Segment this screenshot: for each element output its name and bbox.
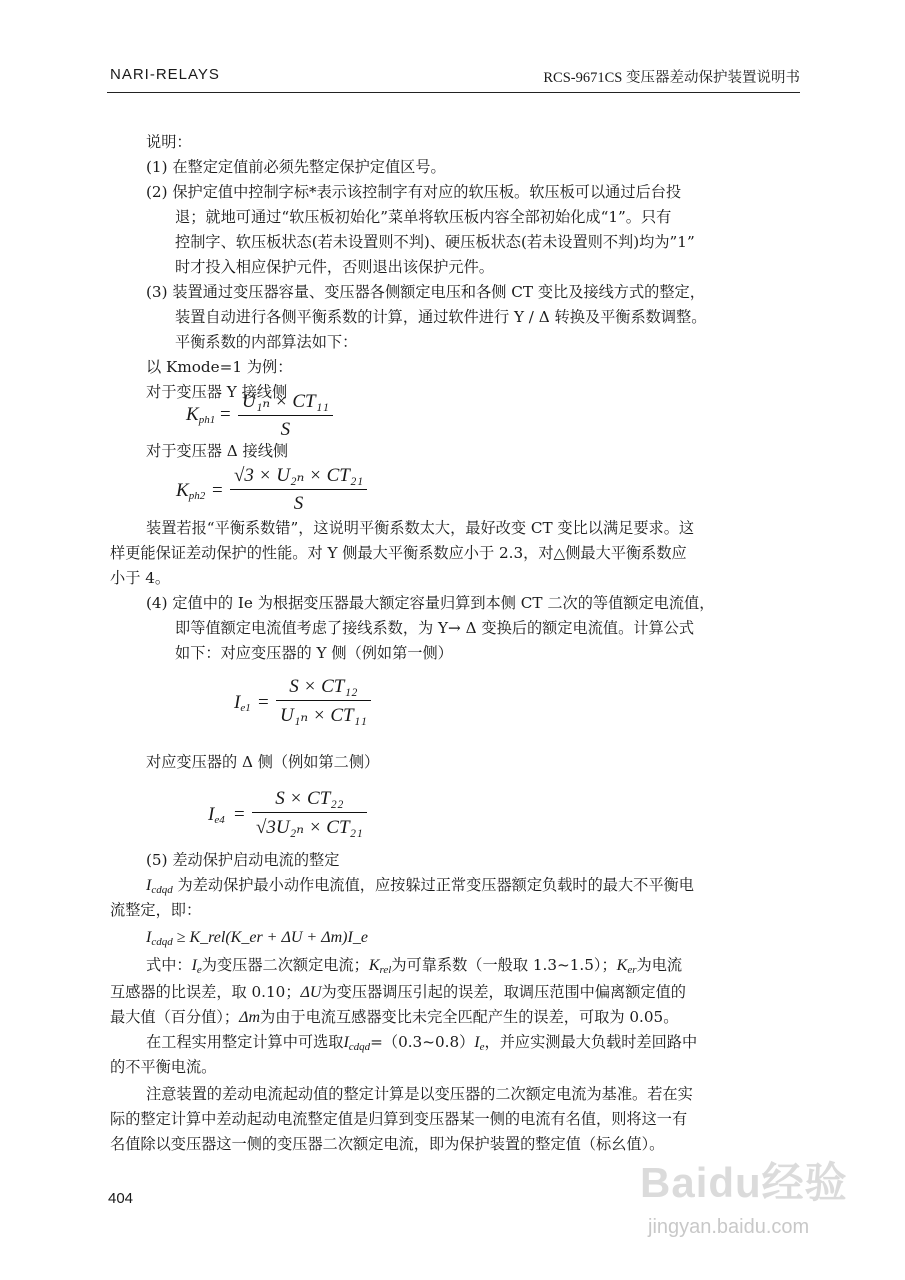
attention-line-1: 注意装置的差动电流起动值的整定计算是以变压器的二次额定电流为基准。若在实 — [146, 1085, 693, 1103]
page-number: 404 — [108, 1190, 134, 1207]
balance-error-line-3: 小于 4。 — [110, 569, 171, 587]
practical-line-2: 的不平衡电流。 — [110, 1058, 217, 1076]
formula-ie4: $I_{e4}$ = $\frac{\text{S × CT₂₂}}{\text{√3U₂ₙ × CT₂₁}}$ — [208, 788, 408, 840]
attention-line-3: 名值除以变压器这一侧的变压器二次额定电流，即为保护装置的整定值（标幺值）。 — [110, 1135, 665, 1153]
delta-side-label-2: 对应变压器的 Δ 侧（例如第二侧） — [146, 753, 380, 771]
note-2-line-2: 退；就地可通过“软压板初始化”菜单将软压板内容全部初始化成“1”。只有 — [175, 208, 672, 226]
note-2-line-3: 控制字、软压板状态(若未设置则不判)、硬压板状态(若未设置则不判)均为”1” — [175, 233, 695, 251]
watermark-url: jingyan.baidu.com — [648, 1216, 810, 1238]
note-5: (5) 差动保护启动电流的整定 — [146, 851, 340, 869]
note-2-line-1: (2) 保护定值中控制字标*表示该控制字有对应的软压板。软压板可以通过后台投 — [146, 183, 682, 201]
y-side-label: 对于变压器 Y 接线侧 — [146, 383, 288, 401]
notes-title: 说明： — [146, 133, 192, 151]
balance-error-line-1: 装置若报“平衡系数错”，这说明平衡系数太大，最好改变 CT 变比以满足要求。这 — [146, 519, 695, 537]
header-right: RCS-9671CS 变压器差动保护装置说明书 — [543, 70, 800, 86]
attention-line-2: 际的整定计算中差动起动电流整定值是归算到变压器某一侧的电流有名值，则将这一有 — [110, 1110, 688, 1128]
note-4-line-2: 即等值额定电流值考虑了接线系数，为 Y→ Δ 变换后的额定电流值。计算公式 — [175, 619, 695, 637]
icdqd-desc-line-1: $I_{cdqd}$ 为差动保护最小动作电流值，应按躲过正常变压器额定负载时的最大不平衡电 — [146, 876, 694, 896]
note-3-line-3: 平衡系数的内部算法如下： — [175, 333, 358, 351]
practical-line-1: 在工程实用整定计算中可选取$I_{cdqd}=(0.3\sim 0.8)I_e$，并应实测最大负载时差回路中 — [146, 1033, 698, 1053]
note-2-line-4: 时才投入相应保护元件，否则退出该保护元件。 — [175, 258, 494, 276]
formula-kph2: $K_{ph2}$ = $\frac{\text{√3 × U₂ₙ × CT₂₁}}{S}$ — [176, 464, 376, 516]
delta-side-label: 对于变压器 Δ 接线侧 — [146, 442, 289, 460]
header-left: NARI-RELAYS — [110, 66, 220, 83]
note-3-line-1: (3) 装置通过变压器容量、变压器各侧额定电压和各侧 CT 变比及接线方式的整定， — [146, 283, 705, 301]
note-3-line-2: 装置自动进行各侧平衡系数的计算，通过软件进行 Y / Δ 转换及平衡系数调整。 — [175, 308, 707, 326]
where-line-2: 互感器的比误差，取 0.10；ΔU为变压器调压引起的误差，取调压范围中偏离额定值的 — [110, 983, 686, 1001]
icdqd-desc-line-2: 流整定，即： — [110, 901, 202, 919]
header-rule — [107, 92, 800, 93]
icdqd-symbol: $I_{cdqd}$ — [146, 877, 173, 896]
where-line-1: 式中：$I_e$为变压器二次额定电流；$K_{rel}$为可靠系数（一般取 1.3~1.5）；$K_{er}$为电流 — [146, 956, 683, 976]
note-4-line-3: 如下：对应变压器的 Y 侧（例如第一侧） — [175, 644, 453, 662]
note-4-line-1: (4) 定值中的 Ie 为根据变压器最大额定容量归算到本侧 CT 二次的等值额定电流值， — [146, 594, 715, 612]
note-1: (1) 在整定定值前必须先整定保护定值区号。 — [146, 158, 446, 176]
formula-kph1: $K_{ph1}$ = $\frac{\text{U₁ₙ × CT₁₁}}{S}$ — [186, 390, 366, 440]
inequality: $I_{cdqd}$ ≥ K_rel(K_er + ΔU + Δm)I_e — [146, 929, 368, 948]
kmode-example: 以 Kmode=1 为例： — [146, 358, 293, 376]
formula-ie1: $I_{e1}$ = $\frac{\text{S × CT₁₂}}{\text{U₁ₙ × CT₁₁}}$ — [234, 676, 414, 728]
watermark-logo: Baidu经验 — [640, 1159, 848, 1206]
where-line-3: 最大值（百分值）；Δm为由于电流互感器变比未完全匹配产生的误差，可取为 0.05。 — [110, 1008, 679, 1026]
balance-error-line-2: 样更能保证差动保护的性能。对 Y 侧最大平衡系数应小于 2.3，对△侧最大平衡系数应 — [110, 544, 687, 562]
